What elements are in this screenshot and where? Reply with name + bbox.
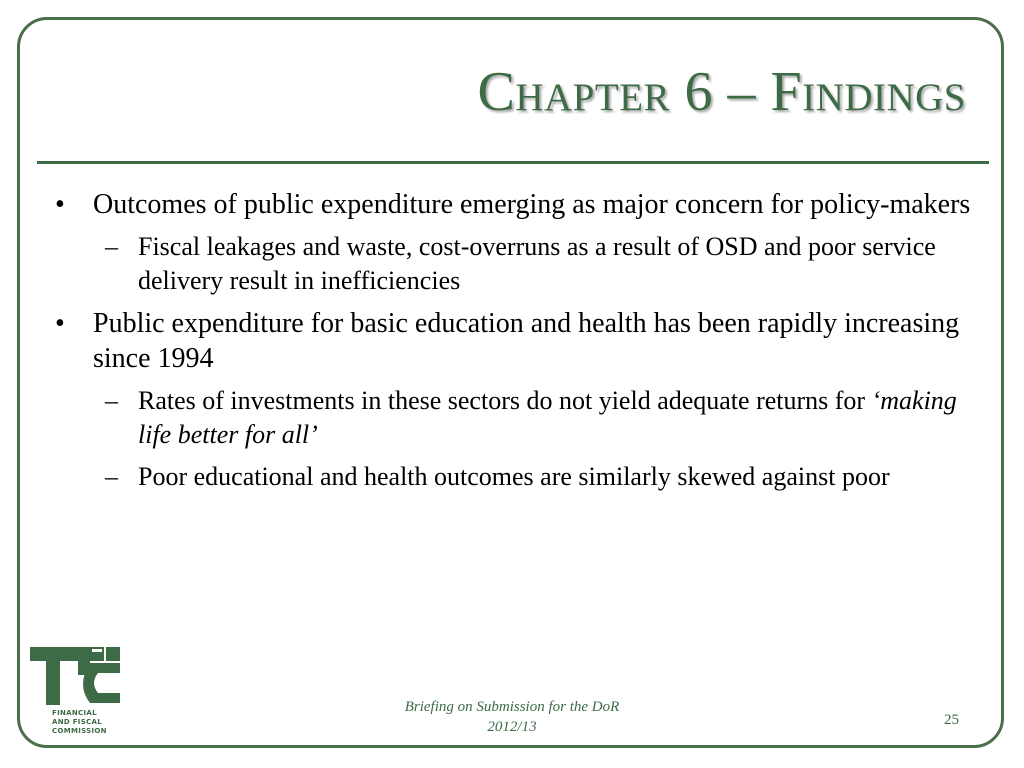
slide-body xyxy=(55,187,985,502)
bullet-text: Outcomes of public expenditure emerging as major concern for policy-makers xyxy=(93,189,971,220)
sub-bullet-marker: – xyxy=(105,232,118,261)
sub-bullet-text: Poor educational and health outcomes are similarly skewed against poor xyxy=(138,462,890,491)
slide-footer xyxy=(0,697,1024,737)
sub-bullet-text: Fiscal leakages and waste, cost-overruns as a result of OSD and poor service delivery result in inefficiencies xyxy=(138,232,936,295)
bullet-item xyxy=(55,187,985,298)
sub-bullet-text: Rates of investments in these sectors do not yield adequate returns for xyxy=(138,386,872,415)
sub-bullet-item xyxy=(93,384,985,452)
slide-title: Chapter 6 – Findings xyxy=(477,61,966,123)
logo-line: FINANCIAL xyxy=(52,709,97,717)
sub-bullet-marker: – xyxy=(105,462,118,491)
bullet-marker: • xyxy=(55,308,65,339)
page-number: 25 xyxy=(944,712,959,728)
bullet-text: Public expenditure for basic education and health has been rapidly increasing since 1994 xyxy=(93,308,960,374)
footer-line: 2012/13 xyxy=(487,719,537,735)
bullet-item xyxy=(55,306,985,494)
sub-bullet-italic-text: ‘making life better for all’ xyxy=(138,386,957,449)
logo-line: COMMISSION xyxy=(52,727,107,735)
title-divider xyxy=(37,161,989,164)
logo-line: AND FISCAL xyxy=(52,718,102,726)
footer-line: Briefing on Submission for the DoR xyxy=(404,699,620,715)
bullet-list xyxy=(55,187,985,494)
sub-bullet-item xyxy=(93,230,985,298)
sub-bullet-marker: – xyxy=(105,386,118,415)
bullet-marker: • xyxy=(55,189,65,220)
sub-bullet-list xyxy=(93,230,985,298)
sub-bullet-list xyxy=(93,384,985,494)
sub-bullet-item xyxy=(93,460,985,494)
